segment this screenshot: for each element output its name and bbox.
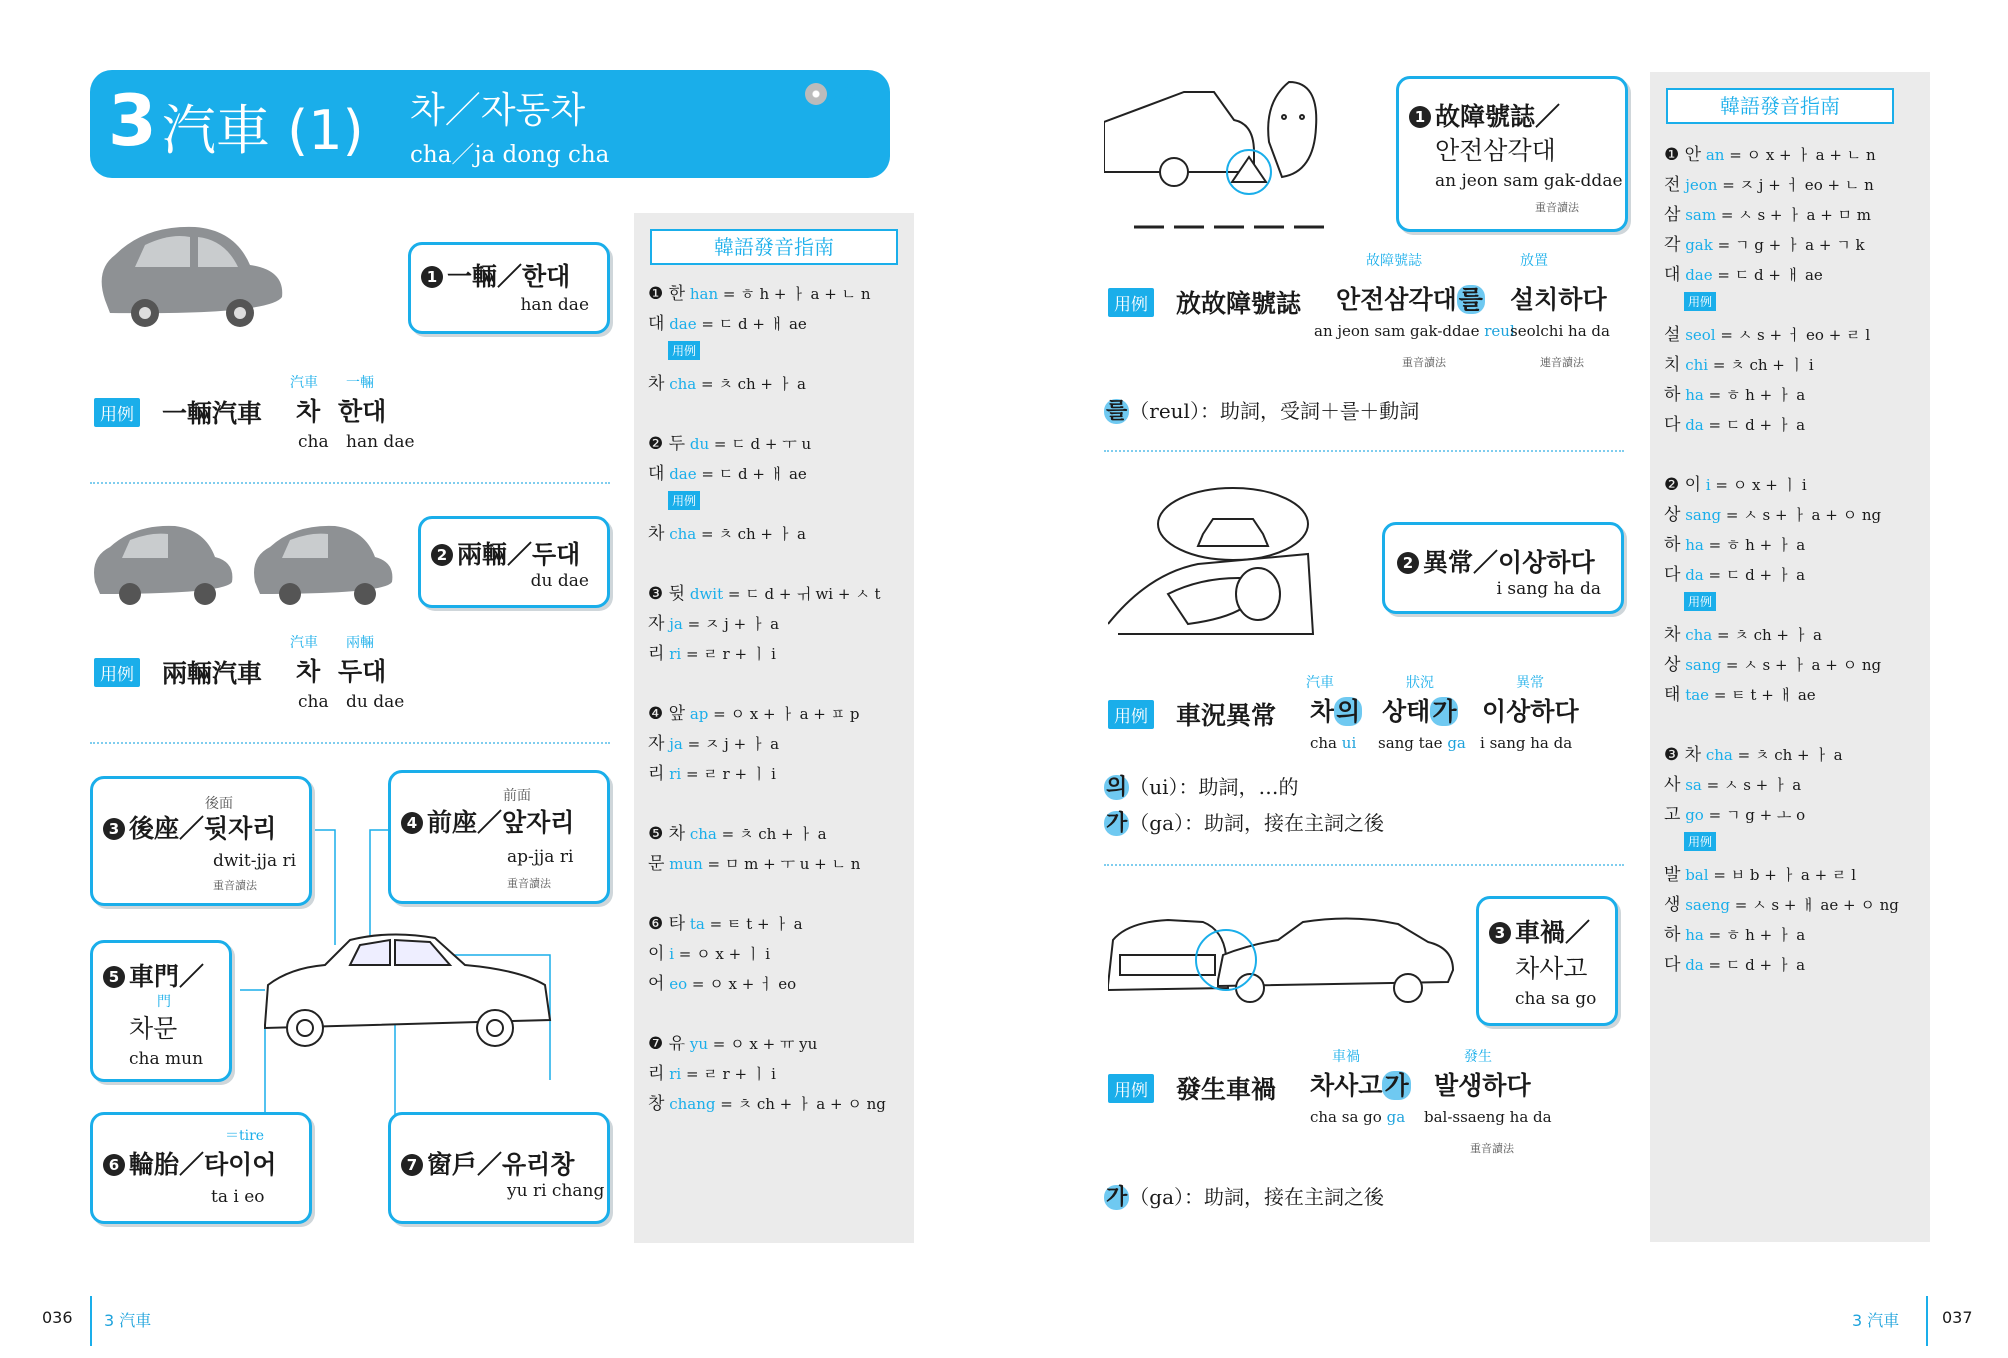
guide-line: ❸ 뒷 dwit = ㄷ d + ㅟ wi + ㅅ t [648,584,881,604]
guide-line: ❹ 앞 ap = ㅇ x + ㅏ a + ㅍ p [648,704,860,724]
vocab-box-6: ＝tire 6 輪胎／타이어 ta i eo [90,1112,312,1224]
footer-title-left: 3 汽車 [104,1311,152,1330]
guide-line: 사 sa = ㅅ s + ㅏ a [1664,775,1802,795]
guide-line: 발 bal = ㅂ b + ㅏ a + ㄹ l [1664,865,1856,885]
guide-line: 리 ri = ㄹ r + ㅣ i [648,1064,776,1084]
guide-line: 각 gak = ㄱ g + ㅏ a + ㄱ k [1664,235,1865,255]
chapter-romanization: cha／ja dong cha [410,142,610,168]
guide-line: 어 eo = ㅇ x + ㅓ eo [648,974,797,994]
guide-line: 하 ha = ㅎ h + ㅏ a [1664,535,1806,555]
divider [90,482,610,484]
guide-line: 자 ja = ㅈ j + ㅏ a [648,734,780,754]
guide-line: 자 ja = ㅈ j + ㅏ a [648,614,780,634]
vocab-box-5: 5 車門／ 門 차문 cha mun [90,940,232,1082]
vocab-box-r1: 1 故障號誌／ 안전삼각대 an jeon sam gak-ddae 重音讀法 [1396,76,1628,232]
page-number-left: 036 [42,1308,73,1327]
guide-line: 하 ha = ㅎ h + ㅏ a [1664,385,1806,405]
divider [1104,864,1624,866]
vocab-box-r3: 3 車禍／ 차사고 cha sa go [1476,896,1618,1026]
car-illustration-gray [90,215,290,335]
chapter-number: 3 [108,80,157,162]
guide-line: 전 jeon = ㅈ j + ㅓ eo + ㄴ n [1664,175,1874,195]
guide-line: 치 chi = ㅊ ch + ㅣ i [1664,355,1814,375]
driver-illustration [1108,484,1348,644]
example-zh: 兩輛汽車 [162,659,263,688]
pronunciation-guide-left: 韓語發音指南 ❶ 한 han = ㅎ h + ㅏ a + ㄴ n 대 dae = ㄷ d + ㅐ ae 用例 차 cha = ㅊ ch + ㅏ a ❷ 두 du = ㄷ d + ㅜ u 대 dae = ㄷ d + ㅐ ae 用例 차 cha = ㅊ ch + ㅏ a ❸ 뒷 dwit = ㄷ d + ㅟ wi + ㅅ t 자 ja = ㅈ j + ㅏ a 리 ri = ㄹ r + ㅣ i ❹ 앞 ap = ㅇ x + ㅏ a + ㅍ p 자 ja = ㅈ j + ㅏ a 리 ri = ㄹ r + ㅣ i ❺ 차 cha = ㅊ ch + ㅏ a 문 mun = ㅁ m + ㅜ u + ㄴ n ❻ 타 ta = ㅌ t + ㅏ a 이 i = ㅇ x + ㅣ i 어 eo = ㅇ x + ㅓ eo ❼ 유 yu = ㅇ x + ㅠ yu 리 ri = ㄹ r + ㅣ i 창 chang = ㅊ ch + ㅏ a + ㅇ ng [634,213,914,1243]
grammar-note: 의 （ui）：助詞，…的 [1106,775,1299,800]
audio-track[interactable]: 007 [805,80,869,105]
usage-tag: 用例 [1684,592,1716,611]
guide-line: ❸ 차 cha = ㅊ ch + ㅏ a [1664,745,1843,765]
car-crash-illustration [1108,900,1458,1010]
two-cars-illustration [90,512,400,612]
cd-icon [805,83,827,105]
grammar-note: 를 （reul）：助詞，受詞＋를＋動詞 [1106,399,1420,424]
guide-line: 대 dae = ㄷ d + ㅐ ae [648,464,807,484]
chapter-korean: 차／자동차 [410,90,586,131]
example-korean: 한대 [338,397,387,426]
guide-line: 삼 sam = ㅅ s + ㅏ a + ㅁ m [1664,205,1872,225]
guide-line: ❶ 안 an = ㅇ x + ㅏ a + ㄴ n [1664,145,1876,165]
guide-line: 다 da = ㄷ d + ㅏ a [1664,565,1806,585]
guide-line: 창 chang = ㅊ ch + ㅏ a + ㅇ ng [648,1094,886,1114]
example-tag: 用例 [94,398,140,427]
vocab-box-2: 2 兩輛／두대 du dae [418,516,610,608]
footer-rule [90,1296,92,1346]
chapter-title: 汽車 (1) [162,99,364,162]
guide-line: 하 ha = ㅎ h + ㅏ a [1664,925,1806,945]
warning-triangle-illustration [1104,72,1344,232]
guide-line: 생 saeng = ㅅ s + ㅐ ae + ㅇ ng [1664,895,1899,915]
footer-rule [1926,1296,1928,1346]
guide-line: ❷ 두 du = ㄷ d + ㅜ u [648,434,812,454]
guide-line: ❶ 한 han = ㅎ h + ㅏ a + ㄴ n [648,284,871,304]
example-zh: 一輛汽車 [162,399,263,428]
page-number-right: 037 [1942,1308,1973,1327]
vocab-box-r2: 2 異常／이상하다 i sang ha da [1382,522,1624,614]
guide-line: 이 i = ㅇ x + ㅣ i [648,944,770,964]
example-tag: 用例 [1108,1074,1154,1103]
vocab-box-3: 後面 3 後座／뒷자리 dwit-jja ri 重音讀法 [90,776,312,906]
vocab-box-7: 7 窗戶／유리창 yu ri chang [388,1112,610,1224]
chapter-banner [90,70,890,178]
guide-line: 태 tae = ㅌ t + ㅐ ae [1664,685,1816,705]
vocab-box-1: 1 一輛／한대 han dae [408,242,610,334]
guide-line: 문 mun = ㅁ m + ㅜ u + ㄴ n [648,854,861,874]
usage-tag: 用例 [1684,832,1716,851]
guide-line: 고 go = ㄱ g + ㅗ o [1664,805,1806,825]
usage-tag: 用例 [668,491,700,510]
vocab-box-4: 前面 4 前座／앞자리 ap-jja ri 重音讀法 [388,770,610,904]
guide-line: 대 dae = ㄷ d + ㅐ ae [1664,265,1823,285]
pronunciation-guide-right: 韓語發音指南 ❶ 안 an = ㅇ x + ㅏ a + ㄴ n 전 jeon = ㅈ j + ㅓ eo + ㄴ n 삼 sam = ㅅ s + ㅏ a + ㅁ m 각 gak = ㄱ g + ㅏ a + ㄱ k 대 dae = ㄷ d + ㅐ ae 用例 설 seol = ㅅ s + ㅓ eo + ㄹ l 치 chi = ㅊ ch + ㅣ i 하 ha = ㅎ h + ㅏ a 다 da = ㄷ d + ㅏ a ❷ 이 i = ㅇ x + ㅣ i 상 sang = ㅅ s + ㅏ a + ㅇ ng 하 ha = ㅎ h + ㅏ a 다 da = ㄷ d + ㅏ a 用例 차 cha = ㅊ ch + ㅏ a 상 sang = ㅅ s + ㅏ a + ㅇ ng 태 tae = ㅌ t + ㅐ ae ❸ 차 cha = ㅊ ch + ㅏ a 사 sa = ㅅ s + ㅏ a 고 go = ㄱ g + ㅗ o 用例 발 bal = ㅂ b + ㅏ a + ㄹ l 생 saeng = ㅅ s + ㅐ ae + ㅇ ng 하 ha = ㅎ h + ㅏ a 다 da = ㄷ d + ㅏ a [1650,72,1930,1242]
guide-line: ❷ 이 i = ㅇ x + ㅣ i [1664,475,1807,495]
guide-line: 상 sang = ㅅ s + ㅏ a + ㅇ ng [1664,505,1882,525]
guide-line: 차 cha = ㅊ ch + ㅏ a [648,524,806,544]
guide-line: 리 ri = ㄹ r + ㅣ i [648,764,776,784]
example-tag: 用例 [1108,700,1154,729]
guide-line: 설 seol = ㅅ s + ㅓ eo + ㄹ l [1664,325,1871,345]
guide-line: 다 da = ㄷ d + ㅏ a [1664,955,1806,975]
guide-line: 다 da = ㄷ d + ㅏ a [1664,415,1806,435]
guide-line: 리 ri = ㄹ r + ㅣ i [648,644,776,664]
guide-line: ❼ 유 yu = ㅇ x + ㅠ yu [648,1034,818,1054]
example-tag: 用例 [1108,288,1154,317]
guide-line: 차 cha = ㅊ ch + ㅏ a [1664,625,1822,645]
grammar-note: 가 （ga）：助詞，接在主詞之後 [1106,1185,1384,1210]
example-tag: 用例 [94,658,140,687]
guide-line: ❻ 타 ta = ㅌ t + ㅏ a [648,914,803,934]
divider [90,742,610,744]
usage-tag: 用例 [668,341,700,360]
guide-line: 차 cha = ㅊ ch + ㅏ a [648,374,806,394]
guide-line: ❺ 차 cha = ㅊ ch + ㅏ a [648,824,827,844]
usage-tag: 用例 [1684,292,1716,311]
guide-line: 대 dae = ㄷ d + ㅐ ae [648,314,807,334]
footer-title-right: 3 汽車 [1852,1311,1900,1330]
divider [1104,450,1624,452]
example-korean: 차 [296,397,321,426]
guide-line: 상 sang = ㅅ s + ㅏ a + ㅇ ng [1664,655,1882,675]
grammar-note: 가 （ga）：助詞，接在主詞之後 [1106,811,1384,836]
